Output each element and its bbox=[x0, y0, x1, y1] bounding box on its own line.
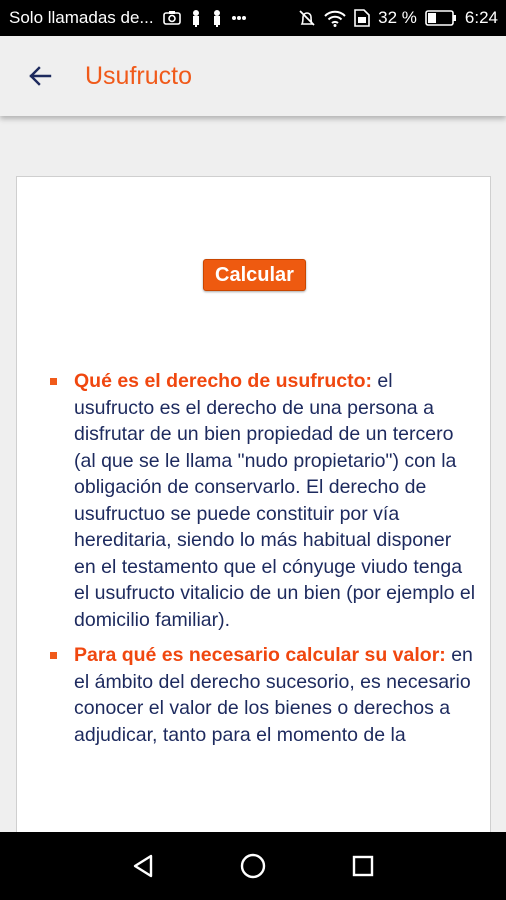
phone-alert-icon bbox=[190, 9, 202, 27]
carrier-text: Solo llamadas de... bbox=[9, 8, 154, 27]
calculate-button[interactable]: Calcular bbox=[203, 259, 306, 291]
back-triangle-icon bbox=[132, 854, 154, 878]
info-list bbox=[17, 368, 491, 757]
arrow-back-icon bbox=[28, 64, 52, 88]
back-button[interactable] bbox=[12, 48, 68, 104]
home-circle-icon bbox=[240, 853, 266, 879]
nav-home-button[interactable] bbox=[198, 832, 308, 900]
paragraph bbox=[74, 368, 478, 633]
battery-icon bbox=[425, 10, 457, 26]
paragraph-text: en el ámbito del derecho sucesorio, es necesario conocer el valor de los bienes o derechos a adjudicar, tanto para el momento de la bbox=[74, 644, 473, 746]
app-bar bbox=[0, 36, 506, 116]
paragraph-heading: Qué es el derecho de usufructo: bbox=[74, 370, 372, 392]
mute-icon bbox=[298, 9, 316, 27]
paragraph-heading: Para qué es necesario calcular su valor: bbox=[74, 644, 446, 666]
phone-alert-icon bbox=[211, 9, 223, 27]
recents-square-icon bbox=[352, 855, 374, 877]
battery-percent: 32 % bbox=[378, 8, 417, 27]
paragraph-text: el usufructo es el derecho de una persona a disfrutar de un bien propiedad de un tercero (al que se le llama "nudo propietario") con la obligación de conservarlo. El derecho de usufructuo se puede constituir por vía hereditaria, siendo lo más habitual disponer en el testamento que el cónyuge viudo tenga el usufructo vitalicio de un bien (por ejemplo el domicilio familiar). bbox=[74, 370, 476, 631]
camera-icon bbox=[163, 10, 181, 26]
wifi-icon bbox=[324, 10, 346, 27]
page-title: Usufructo bbox=[85, 61, 192, 90]
bullet-icon bbox=[50, 652, 57, 659]
navigation-bar bbox=[0, 832, 506, 900]
content-card bbox=[16, 176, 491, 876]
list-item bbox=[17, 642, 491, 748]
sim-icon bbox=[354, 9, 370, 27]
bullet-icon bbox=[50, 378, 57, 385]
nav-back-button[interactable] bbox=[88, 832, 198, 900]
more-icon bbox=[232, 15, 246, 21]
paragraph bbox=[74, 642, 478, 748]
status-bar bbox=[0, 0, 506, 36]
clock: 6:24 bbox=[464, 8, 498, 27]
list-item bbox=[17, 368, 491, 633]
nav-recents-button[interactable] bbox=[308, 832, 418, 900]
